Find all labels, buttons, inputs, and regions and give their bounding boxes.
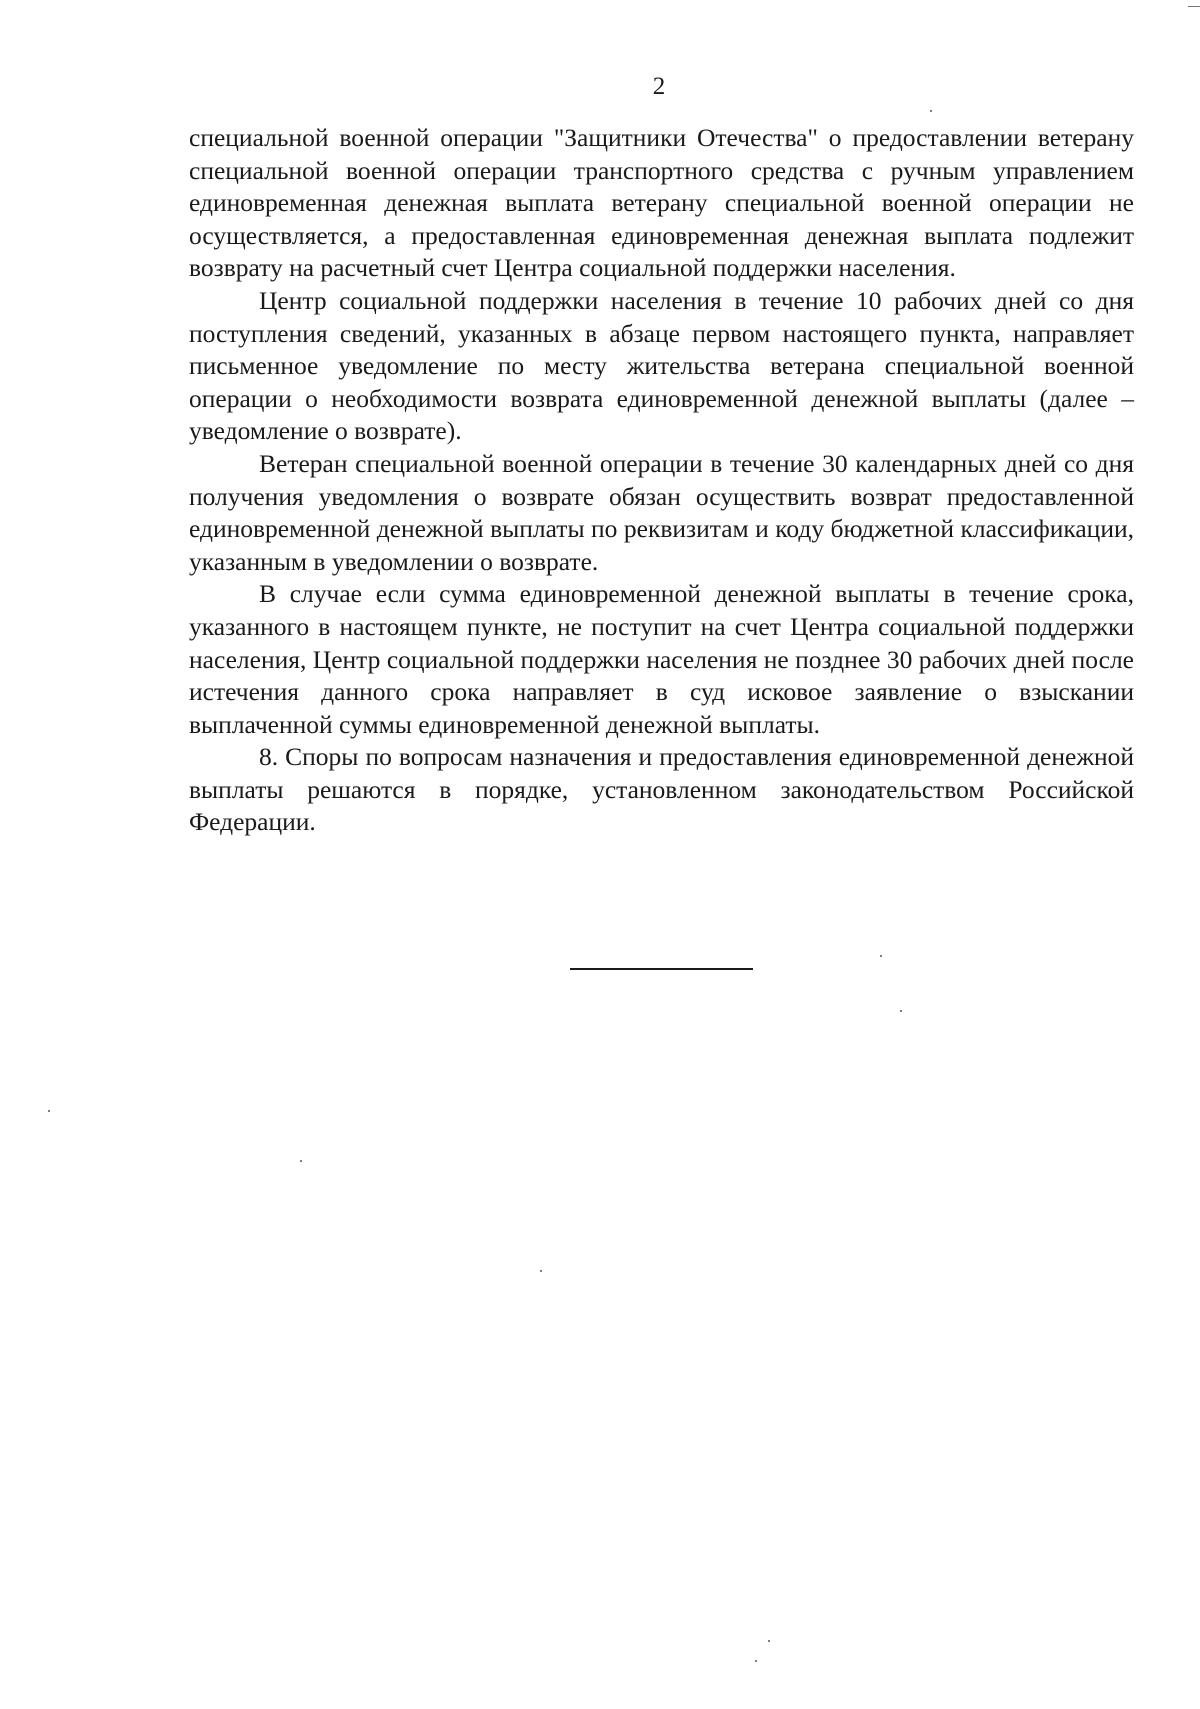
scan-speck [768, 1640, 770, 1642]
scan-speck [48, 1110, 50, 1112]
paragraph-notification: Центр социальной поддержки населения в течение 10 рабочих дней со дня поступления сведений, указанных в абзаце первом настоящего пункта, направляет письменное уведомление по месту жительства ветерана специальной военной операции о необходимости возврата единовременной денежной выплаты (далее – уведомление о возврате). [189, 285, 1134, 446]
document-body [189, 122, 1134, 839]
paragraph-continuation: специальной военной операции "Защитники Отечества" о предоставлении ветерану специальной военной операции транспортного средства с ручным управлением единовременная денежная выплата ветерану специальной военной операции не осуществляется, а предоставленная единовременная денежная выплата подлежит возврату на расчетный счет Центра социальной поддержки населения. [189, 123, 1134, 283]
paragraph-court-claim: В случае если сумма единовременной денежной выплаты в течение срока, указанного в настоящем пункте, не поступит на счет Центра социальной поддержки населения, Центр социальной поддержки населения не позднее 30 рабочих дней после истечения данного срока направляет в суд исковое заявление о взыскании выплаченной суммы единовременной денежной выплаты. [189, 579, 1134, 739]
scan-corner-mark [1188, 6, 1200, 7]
paragraph-disputes: 8. Споры по вопросам назначения и предоставления единовременной денежной выплаты решаются в порядке, установленном законодательством Российской Федерации. [189, 742, 1134, 837]
scan-speck [900, 1010, 902, 1012]
scan-speck [755, 1660, 757, 1662]
end-of-document-rule [570, 968, 753, 970]
scan-speck [880, 955, 882, 957]
paragraph-refund-obligation: Ветеран специальной военной операции в течение 30 календарных дней со дня получения уведомления о возврате обязан осуществить возврат предоставленной единовременной денежной выплаты по реквизитам и коду бюджетной классификации, указанным в уведомлении о возврате. [189, 448, 1134, 576]
scan-speck [300, 1160, 302, 1162]
page-number: 2 [652, 73, 666, 100]
scan-speck [540, 1270, 542, 1272]
scan-speck [930, 110, 932, 112]
